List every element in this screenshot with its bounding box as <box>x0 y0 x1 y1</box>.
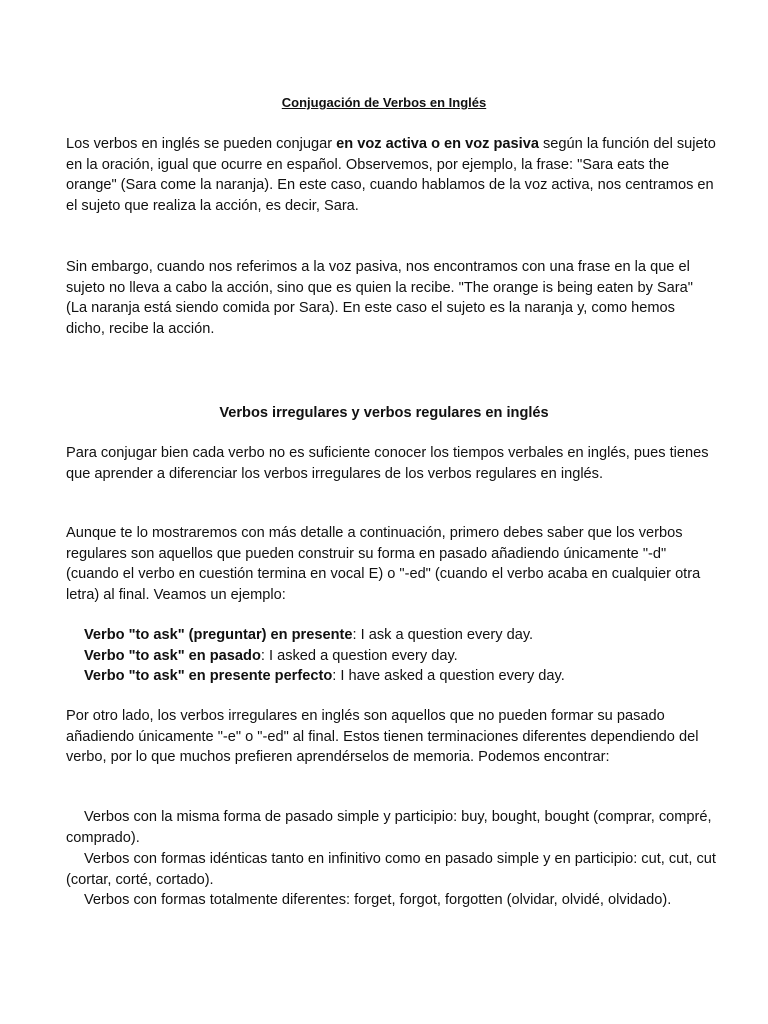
example-label: Verbo "to ask" (preguntar) en presente <box>84 627 353 643</box>
example-text: : I asked a question every day. <box>260 648 458 664</box>
example-label: Verbo "to ask" en presente perfecto <box>84 668 333 684</box>
intro-p1-text-start: Los verbos en inglés se pueden conjugar <box>66 136 337 152</box>
example-line <box>84 666 724 687</box>
list-item <box>66 849 716 890</box>
example-text: : I have asked a question every day. <box>332 668 565 684</box>
section-paragraph-1: Para conjugar bien cada verbo no es suficiente conocer los tiempos verbales en inglés, pues tienes que aprender a diferenciar los verbos irregulares de los verbos regulares en inglés. <box>66 445 709 482</box>
section-paragraph-2: Aunque te lo mostraremos con más detalle a continuación, primero debes saber que los verbos regulares son aquellos que pueden construir su forma en pasado añadiendo únicamente "-d" (cuando el verbo en cuestión termina en vocal E) o "-ed" (cuando el verbo acaba en cualquier otra letra) al final. Veamos un ejemplo: <box>66 525 701 603</box>
list-item <box>66 807 716 848</box>
example-label: Verbo "to ask" en pasado <box>84 648 261 664</box>
section-heading: Verbos irregulares y verbos regulares en inglés <box>219 405 549 421</box>
list-item-text: Verbos con formas idénticas tanto en infinitivo como en pasado simple y en participio: cut, cut, cut (cortar, corté, cortado). <box>66 851 716 888</box>
example-line <box>84 646 724 667</box>
list-item <box>66 890 716 911</box>
intro-paragraph-2: Sin embargo, cuando nos referimos a la voz pasiva, nos encontramos con una frase en la que el sujeto no lleva a cabo la acción, sino que es quien la recibe. "The orange is being eaten by Sara" (La naranja está siendo comida por Sara). En este caso el sujeto es la naranja y, como hemos dicho, recibe la acción. <box>66 259 693 337</box>
list-item-text: Verbos con la misma forma de pasado simple y participio: buy, bought, bought (comprar, compré, comprado). <box>66 809 712 846</box>
section-paragraph-3: Por otro lado, los verbos irregulares en inglés son aquellos que no pueden formar su pasado añadiendo únicamente "-e" o "-ed" al final. Estos tienen terminaciones diferentes dependiendo del verbo, por lo que muchos prefieren aprendérselos de memoria. Podemos encontrar: <box>66 708 699 766</box>
document-title: Conjugación de Verbos en Inglés <box>281 95 487 110</box>
example-text: : I ask a question every day. <box>352 627 534 643</box>
intro-paragraph-1 <box>66 134 716 216</box>
intro-p1-text-end: según la función del sujeto en la oración, igual que ocurre en español. Observemos, por ejemplo, la frase: "Sara eats the orange" (Sara come la naranja). En este caso, cuando hablamos de la voz activa, nos centramos en el sujeto que realiza la acción, es decir, Sara. <box>66 136 716 214</box>
example-line <box>84 625 724 646</box>
intro-p1-bold-phrase: en voz activa o en voz pasiva <box>336 136 539 152</box>
list-item-text: Verbos con formas totalmente diferentes: forget, forgot, forgotten (olvidar, olvidé, olvidado). <box>84 892 672 908</box>
